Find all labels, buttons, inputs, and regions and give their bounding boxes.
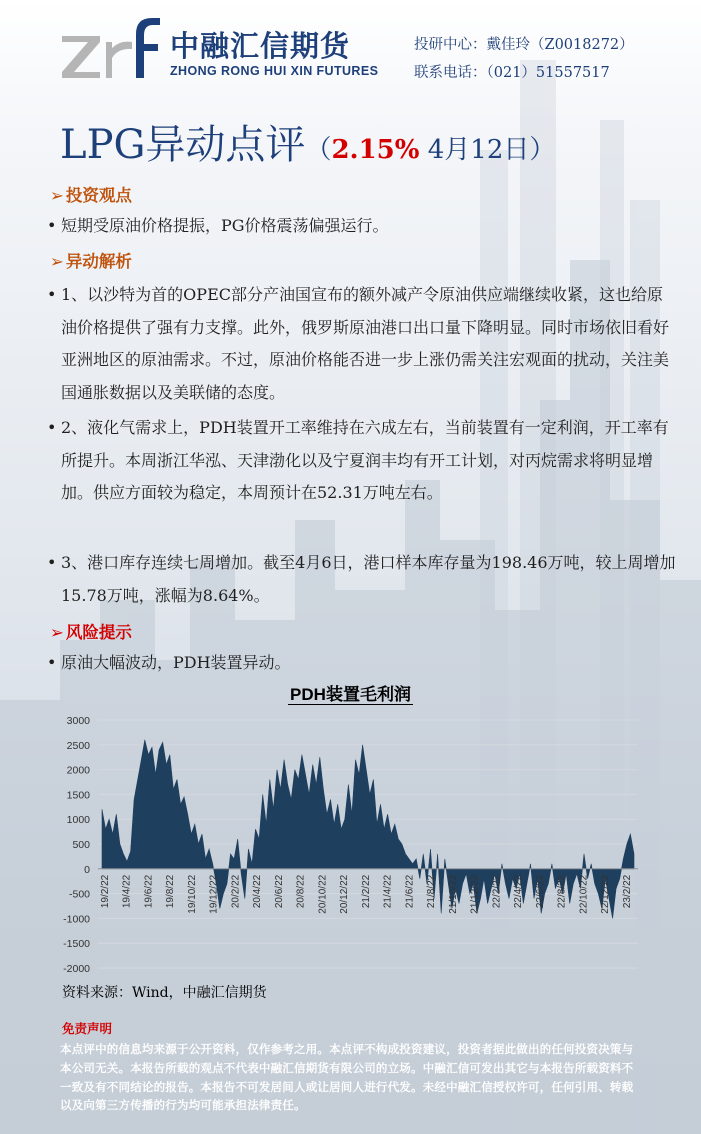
y-tick-label: 0 [84,863,90,876]
bullet-dot: • [47,653,57,672]
company-name-cn: 中融汇信期货 [170,29,351,63]
x-tick-label: 20/8/22 [295,874,307,909]
risk-paragraph [47,647,677,680]
y-tick-label: 2500 [66,739,90,752]
pdh-margin-chart [40,708,660,978]
paragraph-text: 1、以沙特为首的OPEC部分产油国宣布的额外减产令原油供应端继续收紧，这也给原油价格提供了强有力支撑。此外，俄罗斯原油港口出口量下降明显。同时市场依旧看好亚洲地区的原油需求。不过，原油价格能否进一步上涨仍需关注宏观面的扰动，关注美国通胀数据以及美联储的态度。 [61,285,670,402]
x-tick-label: 23/2/22 [622,874,633,909]
y-tick-label: -1500 [63,938,90,951]
x-tick-label: 22/4/22 [513,874,525,909]
section-investment-view [50,182,132,206]
x-tick-label: 20/4/22 [252,874,264,909]
disclaimer-title: 免责声明 [62,1021,113,1036]
x-tick-label: 19/2/22 [100,874,111,909]
y-tick-label: 1000 [66,814,90,827]
x-tick-label: 21/2/22 [361,874,372,909]
contact-block [414,31,634,87]
bullet-dot: • [47,553,57,572]
paragraph-text: 3、港口库存连续七周增加。截至4月6日，港口样本库存量为198.46万吨，较上周增加15.78万吨，涨幅为8.64%。 [61,553,676,605]
x-tick-label: 21/10/22 [448,874,459,914]
y-tick-label: 2000 [66,764,90,777]
x-tick-label: 21/6/22 [404,874,416,909]
x-tick-label: 22/10/22 [578,874,590,914]
company-name-en: ZHONG RONG HUI XIN FUTURES [170,64,379,78]
x-tick-label: 19/12/22 [208,874,220,914]
data-source: 资料来源：Wind，中融汇信期货 [62,985,267,1001]
y-tick-label: 500 [72,839,90,851]
section-label: 风险提示 [65,623,132,642]
paragraph-text: 原油大幅波动，PDH装置异动。 [61,653,291,672]
x-tick-label: 19/6/22 [143,874,155,909]
x-tick-label: 21/8/22 [426,874,438,909]
x-tick-label: 20/10/22 [317,874,329,914]
title-change-percent: 2.15% [331,135,420,165]
x-tick-label: 19/4/22 [121,874,133,909]
view-paragraph [47,210,677,243]
x-tick-label: 20/2/22 [230,874,242,909]
arrow-bullet-icon: ➢ [50,186,64,205]
x-tick-label: 20/6/22 [274,874,285,909]
y-tick-label: -500 [68,888,90,901]
paragraph-text: 短期受原油价格提振，PG价格震荡偏强运行。 [61,216,389,235]
x-tick-label: 19/8/22 [165,874,177,909]
chart-title-text: PDH装置毛利润 [290,685,411,704]
title-open-paren: （ [305,135,332,165]
x-tick-label: 19/10/22 [187,874,198,914]
x-tick-label: 22/2/22 [491,874,503,909]
x-tick-label: 22/12/22 [600,874,612,914]
y-tick-label: -2000 [63,963,90,975]
y-tick-label: 3000 [66,715,90,727]
y-tick-label: -1000 [63,913,90,926]
analysis-paragraph-1 [47,279,677,409]
x-tick-label: 22/8/22 [556,874,568,909]
section-label: 异动解析 [65,252,132,271]
title-main: LPG异动点评 [60,122,306,168]
zrf-logo-icon [60,12,165,82]
x-tick-label: 22/6/22 [535,874,546,909]
phone-info: 联系电话：（021）51557517 [414,65,610,81]
arrow-bullet-icon: ➢ [50,252,64,271]
chart-title [0,680,701,705]
y-tick-label: 1500 [66,789,90,802]
x-tick-label: 21/4/22 [382,874,394,909]
title-date: 4月12日 [419,135,530,165]
x-tick-label: 21/12/22 [469,874,481,914]
section-label: 投资观点 [65,186,132,205]
paragraph-text: 2、液化气需求上，PDH装置开工率维持在六成左右，当前装置有一定利润，开工率有所提升。本周浙江华泓、天津渤化以及宁夏润丰均有开工计划，对丙烷需求将明显增加。供应方面较为稳定，本周预计在52.31万吨左右。 [61,418,669,502]
bullet-dot: • [47,285,57,304]
arrow-bullet-icon: ➢ [50,623,64,642]
x-tick-label: 20/12/22 [339,874,351,914]
disclaimer-body: 本点评中的信息均来源于公开资料，仅作参考之用。本点评不构成投资建议，投资者据此做出的任何投资决策与本公司无关。本报告所载的观点不代表中融汇信期货有限公司的立场。中融汇信可发出其它与本报告所载资料不一致及有不同结论的报告。本报告不可发居间人或让居间人进行代发。未经中融汇信授权许可，任何引用、转载以及向第三方传播的行为均可能承担法律责任。 [60,1042,634,1113]
analysis-paragraph-2 [47,412,677,510]
title-close-paren: ） [529,135,556,165]
analysis-paragraph-3 [47,547,677,612]
analyst-info: 投研中心：戴佳玲（Z0018272） [414,37,634,53]
section-analysis [50,248,132,272]
report-title [60,113,555,169]
bullet-dot: • [47,418,57,437]
bullet-dot: • [47,216,57,235]
report-header [0,0,701,96]
section-risk [50,619,132,643]
